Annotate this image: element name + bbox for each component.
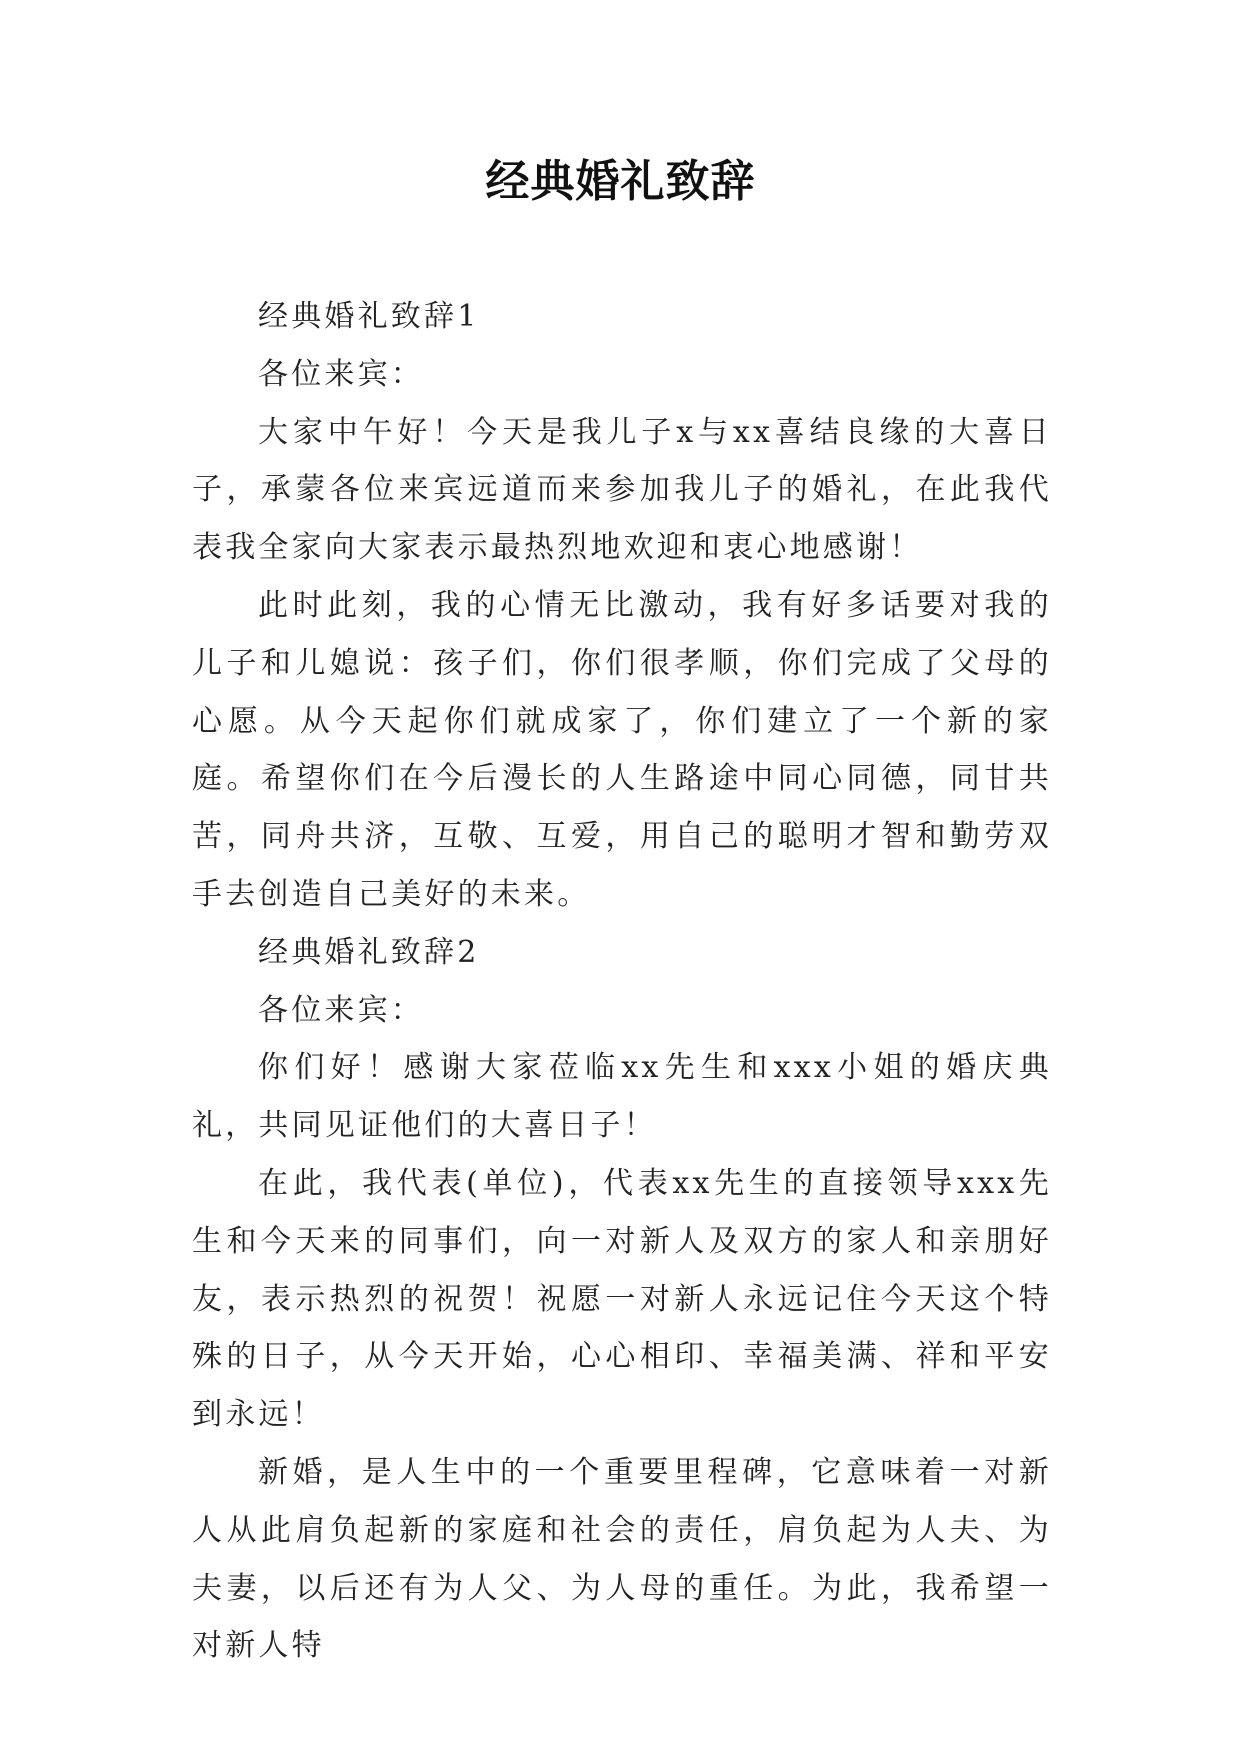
paragraph: 你们好！感谢大家莅临xx先生和xxx小姐的婚庆典礼，共同见证他们的大喜日子！: [192, 1050, 1052, 1144]
paragraph: 大家中午好！今天是我儿子x与xx喜结良缘的大喜日子，承蒙各位来宾远道而来参加我儿子的婚礼，在此我代表我全家向大家表示最热烈地欢迎和衷心地感谢！: [192, 414, 1052, 566]
paragraph: 新婚，是人生中的一个重要里程碑，它意味着一对新人从此肩负起新的家庭和社会的责任，肩负起为人夫、为夫妻，以后还有为人父、为人母的重任。为此，我希望一对新人特: [192, 1454, 1052, 1664]
salutation-1: 各位来宾：: [258, 356, 424, 392]
document-title: 经典婚礼致辞: [485, 156, 756, 207]
salutation-2: 各位来宾：: [258, 992, 424, 1028]
section-heading-2: 经典婚礼致辞2: [258, 934, 480, 970]
paragraph: 在此，我代表(单位)，代表xx先生的直接领导xxx先生和今天来的同事们，向一对新人及双方的家人和亲朋好友，表示热烈的祝贺！祝愿一对新人永远记住今天这个特殊的日子，从今天开始，心心相印、幸福美满、祥和平安到永远！: [192, 1165, 1052, 1433]
document-body: [192, 288, 1052, 1675]
paragraph: 此时此刻，我的心情无比激动，我有好多话要对我的儿子和儿媳说：孩子们，你们很孝顺，你们完成了父母的心愿。从今天起你们就成家了，你们建立了一个新的家庭。希望你们在今后漫长的人生路途中同心同德，同甘共苦，同舟共济，互敬、互爱，用自己的聪明才智和勤劳双手去创造自己美好的未来。: [192, 587, 1052, 912]
section-heading-1: 经典婚礼致辞1: [258, 299, 480, 334]
